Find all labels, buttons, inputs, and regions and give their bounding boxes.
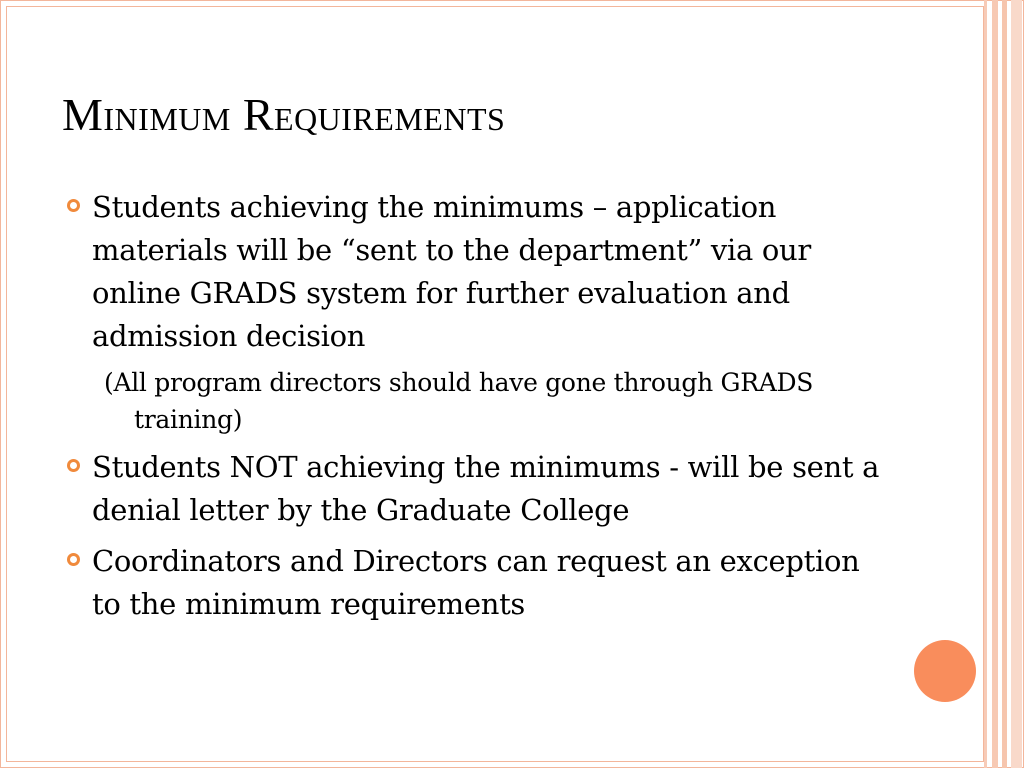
- bullet-subnote: (All program directors should have gone through GRADS training): [104, 368, 814, 434]
- bullet-ring-icon: [67, 459, 80, 472]
- bullet-item: [92, 186, 892, 358]
- side-stripe: [984, 0, 987, 768]
- bullet-text: Students NOT achieving the minimums - will be sent a denial letter by the Graduate College: [92, 450, 880, 527]
- side-stripe: [1011, 0, 1022, 768]
- side-stripe: [1002, 0, 1007, 768]
- bullet-ring-icon: [67, 199, 80, 212]
- bullet-text: Coordinators and Directors can request an exception to the minimum requirements: [92, 544, 860, 621]
- bullet-ring-icon: [67, 553, 80, 566]
- slide-title: Minimum Requirements: [62, 89, 506, 140]
- bullet-text: Students achieving the minimums – application materials will be “sent to the department” via our online GRADS system for further evaluation and admission decision: [92, 190, 811, 353]
- slide-content: [92, 186, 892, 634]
- side-stripe: [992, 0, 998, 768]
- bullet-item: [92, 446, 892, 532]
- decorative-orange-circle: [914, 640, 976, 702]
- decorative-side-stripes: [984, 0, 1024, 768]
- bullet-item: [92, 540, 892, 626]
